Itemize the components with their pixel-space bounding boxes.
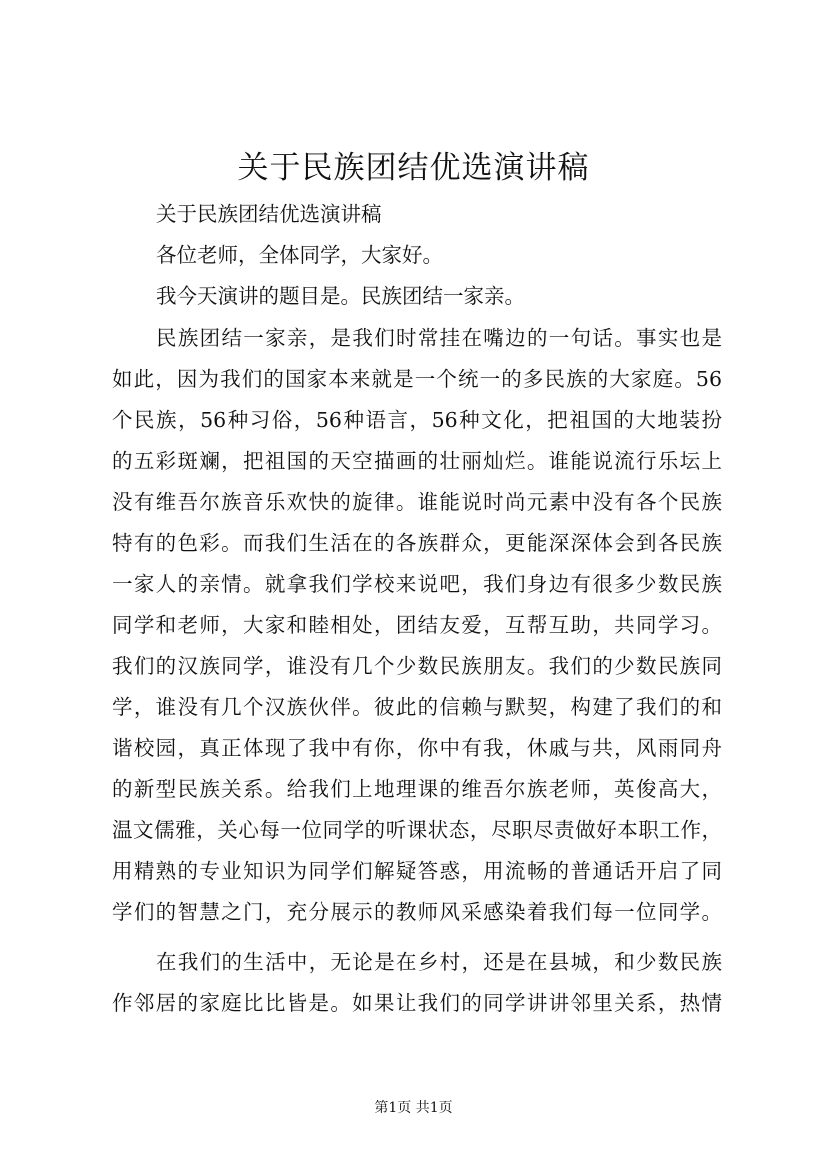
text-line: 个民族，56种习俗，56种语言，56种文化，把祖国的大地装扮 <box>112 408 722 432</box>
text-line: 的新型民族关系。给我们上地理课的维吾尔族老师，英俊高大， <box>112 777 722 801</box>
text-line: 作邻居的家庭比比皆是。如果让我们的同学讲讲邻里关系，热情 <box>112 991 722 1015</box>
text-line: 学，谁没有几个汉族伙伴。彼此的信赖与默契，构建了我们的和 <box>112 695 722 719</box>
text-line: 如此，因为我们的国家本来就是一个统一的多民族的大家庭。56 <box>112 367 722 391</box>
text-line: 特有的色彩。而我们生活在的各族群众，更能深深体会到各民族 <box>112 531 722 555</box>
text-line: 同学和老师，大家和睦相处，团结友爱，互帮互助，共同学习。 <box>112 613 722 637</box>
document-title: 关于民族团结优选演讲稿 <box>237 150 590 186</box>
text-line: 没有维吾尔族音乐欢快的旋律。谁能说时尚元素中没有各个民族 <box>112 490 722 514</box>
page-footer: 第1页 共1页 <box>374 1100 453 1116</box>
text-line: 民族团结一家亲，是我们时常挂在嘴边的一句话。事实也是 <box>156 326 722 350</box>
text-line: 我今天演讲的题目是。民族团结一家亲。 <box>156 284 525 308</box>
text-line: 各位老师，全体同学，大家好。 <box>156 243 443 267</box>
text-line: 我们的汉族同学，谁没有几个少数民族朋友。我们的少数民族同 <box>112 654 722 678</box>
text-line: 用精熟的专业知识为同学们解疑答惑，用流畅的普通话开启了同 <box>112 859 722 883</box>
text-line: 谐校园，真正体现了我中有你，你中有我，休戚与共，风雨同舟 <box>112 736 722 760</box>
text-line: 在我们的生活中，无论是在乡村，还是在县城，和少数民族 <box>156 950 722 974</box>
text-line: 学们的智慧之门，充分展示的教师风采感染着我们每一位同学。 <box>112 900 722 924</box>
text-line: 的五彩斑斓，把祖国的天空描画的壮丽灿烂。谁能说流行乐坛上 <box>112 449 722 473</box>
text-line: 一家人的亲情。就拿我们学校来说吧，我们身边有很多少数民族 <box>112 572 722 596</box>
text-line: 关于民族团结优选演讲稿 <box>156 202 382 226</box>
text-line: 温文儒雅，关心每一位同学的听课状态，尽职尽责做好本职工作， <box>112 818 722 842</box>
